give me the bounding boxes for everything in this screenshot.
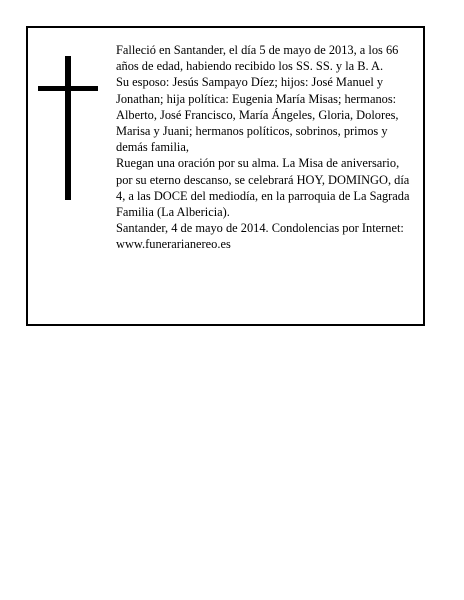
- latin-cross-icon-graphic: [38, 56, 98, 200]
- mass-paragraph: Ruegan una oración por su alma. La Misa de aniversario, por su eterno descanso, se celebrará HOY, DOMINGO, día 4, a las DOCE del mediodía, en la parroquia de La Sagrada Familia (La Albericia).: [116, 156, 410, 220]
- place-date-paragraph: Santander, 4 de mayo de 2014. Condolencias por Internet: www.funerarianereo.es: [116, 221, 404, 252]
- death-announcement-paragraph: Falleció en Santander, el día 5 de mayo de 2013, a los 66 años de edad, habiendo recibido los SS. SS. y la B. A.: [116, 43, 399, 74]
- obituary-text: [116, 42, 416, 253]
- family-paragraph: Su esposo: Jesús Sampayo Díez; hijos: José Manuel y Jonathan; hija política: Eugenia María Misas; hermanos: Alberto, José Francisco, María Ángeles, Gloria, Dolores, Marisa y Juani; hermanos políticos, sobrinos, primos y demás familia,: [116, 75, 399, 155]
- obituary-notice: [26, 26, 425, 326]
- latin-cross-icon: [38, 56, 98, 200]
